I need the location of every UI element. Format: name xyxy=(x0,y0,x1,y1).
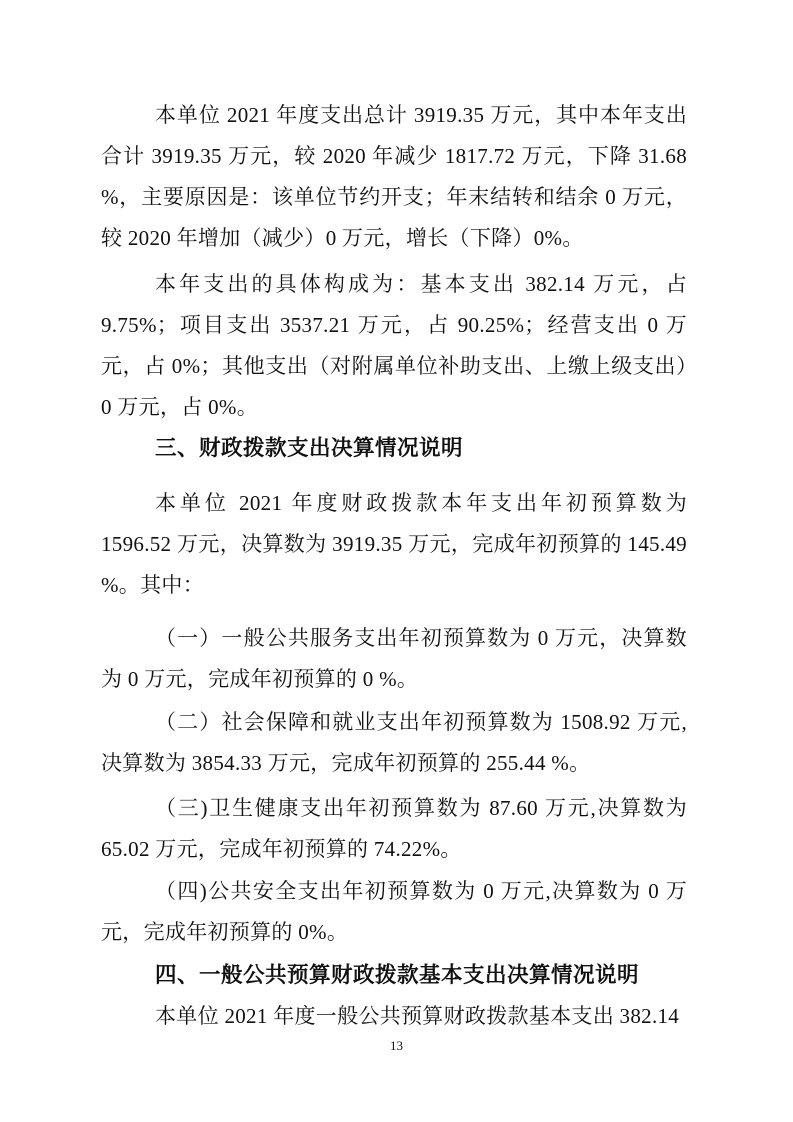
page-number: 13 xyxy=(390,1038,403,1053)
paragraph-total-expenditure: 本单位 2021 年度支出总计 3919.35 万元，其中本年支出合计 3919.35 万元，较 2020 年减少 1817.72 万元，下降 31.68 %，主要原因是：该单位节约开支；年末结转和结余 0 万元，较 2020 年增加（减少）0 万元，增长（下降）0%。 xyxy=(101,103,687,250)
paragraph-item-3-health: （三)卫生健康支出年初预算数为 87.60 万元,决算数为 65.02 万元，完成年初预算的 74.22%。 xyxy=(101,796,687,861)
heading-section-three: 三、财政拨款支出决算情况说明 xyxy=(155,436,464,460)
paragraph-item-4-public-safety: （四)公共安全支出年初预算数为 0 万元,决算数为 0 万元，完成年初预算的 0%。 xyxy=(101,879,687,944)
heading-section-four: 四、一般公共预算财政拨款基本支出决算情况说明 xyxy=(155,963,640,987)
paragraph-expenditure-composition: 本年支出的具体构成为：基本支出 382.14 万元，占 9.75%；项目支出 3537.21 万元，占 90.25%；经营支出 0 万元，占 0%；其他支出（对附属单位补助支出、上缴上级支出）0 万元，占 0%。 xyxy=(101,272,687,419)
paragraph-item-2-social-security-employment: （二）社会保障和就业支出年初预算数为 1508.92 万元,决算数为 3854.33 万元，完成年初预算的 255.44 %。 xyxy=(101,710,687,775)
paragraph-general-budget-basic-expenditure: 本单位 2021 年度一般公共预算财政拨款基本支出 382.14 xyxy=(155,1004,680,1028)
paragraph-fiscal-appropriation-summary: 本单位 2021 年度财政拨款本年支出年初预算数为 1596.52 万元，决算数为 3919.35 万元，完成年初预算的 145.49 %。其中： xyxy=(101,491,687,597)
paragraph-item-1-general-public-services: （一）一般公共服务支出年初预算数为 0 万元，决算数为 0 万元，完成年初预算的 0 %。 xyxy=(101,626,687,691)
